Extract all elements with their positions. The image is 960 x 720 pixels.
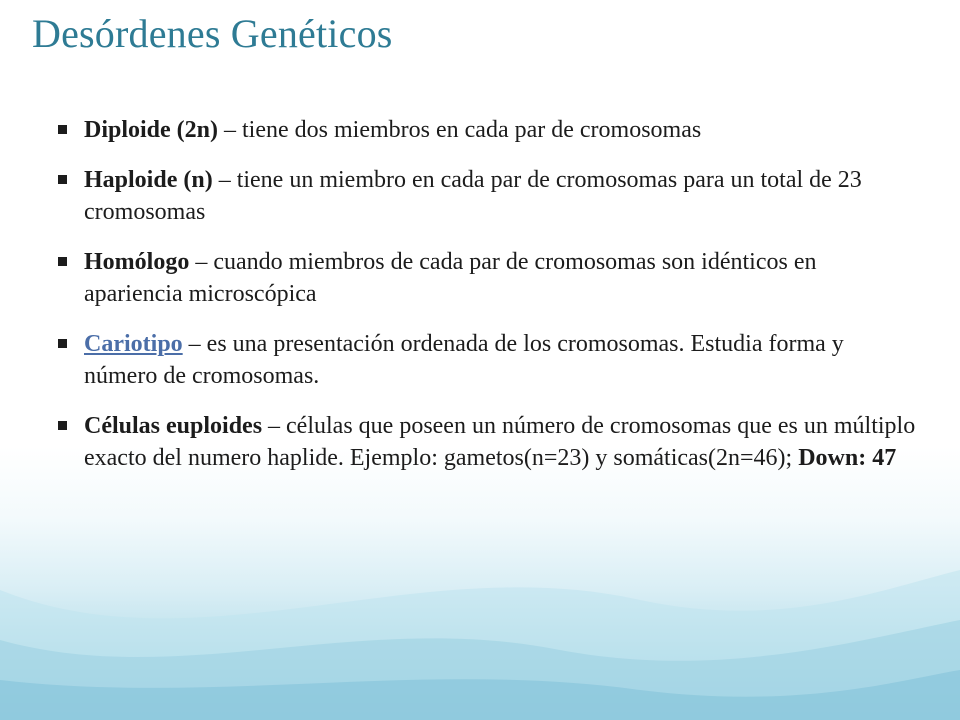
term-homologo: Homólogo — [84, 249, 190, 275]
down-emphasis: Down: 47 — [798, 445, 897, 471]
bullet-list — [56, 114, 916, 492]
square-bullet-icon — [58, 421, 67, 430]
definition-euploides: – células que poseen un número de cromosomas que es un múltiplo exacto del numero haplide. Ejemplo: gametos(n=23) y somáticas(2n=46); — [84, 413, 916, 471]
definition-homologo: – cuando miembros de cada par de cromosomas son idénticos en apariencia microscópica — [84, 249, 817, 307]
cariotipo-link[interactable]: Cariotipo — [84, 331, 183, 357]
term-diploide: Diploide (2n) — [84, 117, 219, 143]
square-bullet-icon — [58, 339, 67, 348]
term-haploide: Haploide (n) — [84, 167, 213, 193]
list-item-diploide — [56, 114, 916, 146]
definition-haploide: – tiene un miembro en cada par de cromosomas para un total de 23 cromosomas — [84, 167, 862, 225]
definition-cariotipo: – es una presentación ordenada de los cromosomas. Estudia forma y número de cromosomas. — [84, 331, 844, 389]
definition-diploide: – tiene dos miembros en cada par de cromosomas — [218, 117, 702, 143]
list-item-euploides — [56, 410, 916, 474]
square-bullet-icon — [58, 175, 67, 184]
term-euploides: Células euploides — [84, 413, 263, 439]
square-bullet-icon — [58, 257, 67, 266]
list-item-haploide — [56, 164, 916, 228]
square-bullet-icon — [58, 125, 67, 134]
list-item-homologo — [56, 246, 916, 310]
list-item-cariotipo — [56, 328, 916, 392]
background-wave — [0, 530, 960, 720]
slide-title: Desórdenes Genéticos — [32, 11, 393, 56]
